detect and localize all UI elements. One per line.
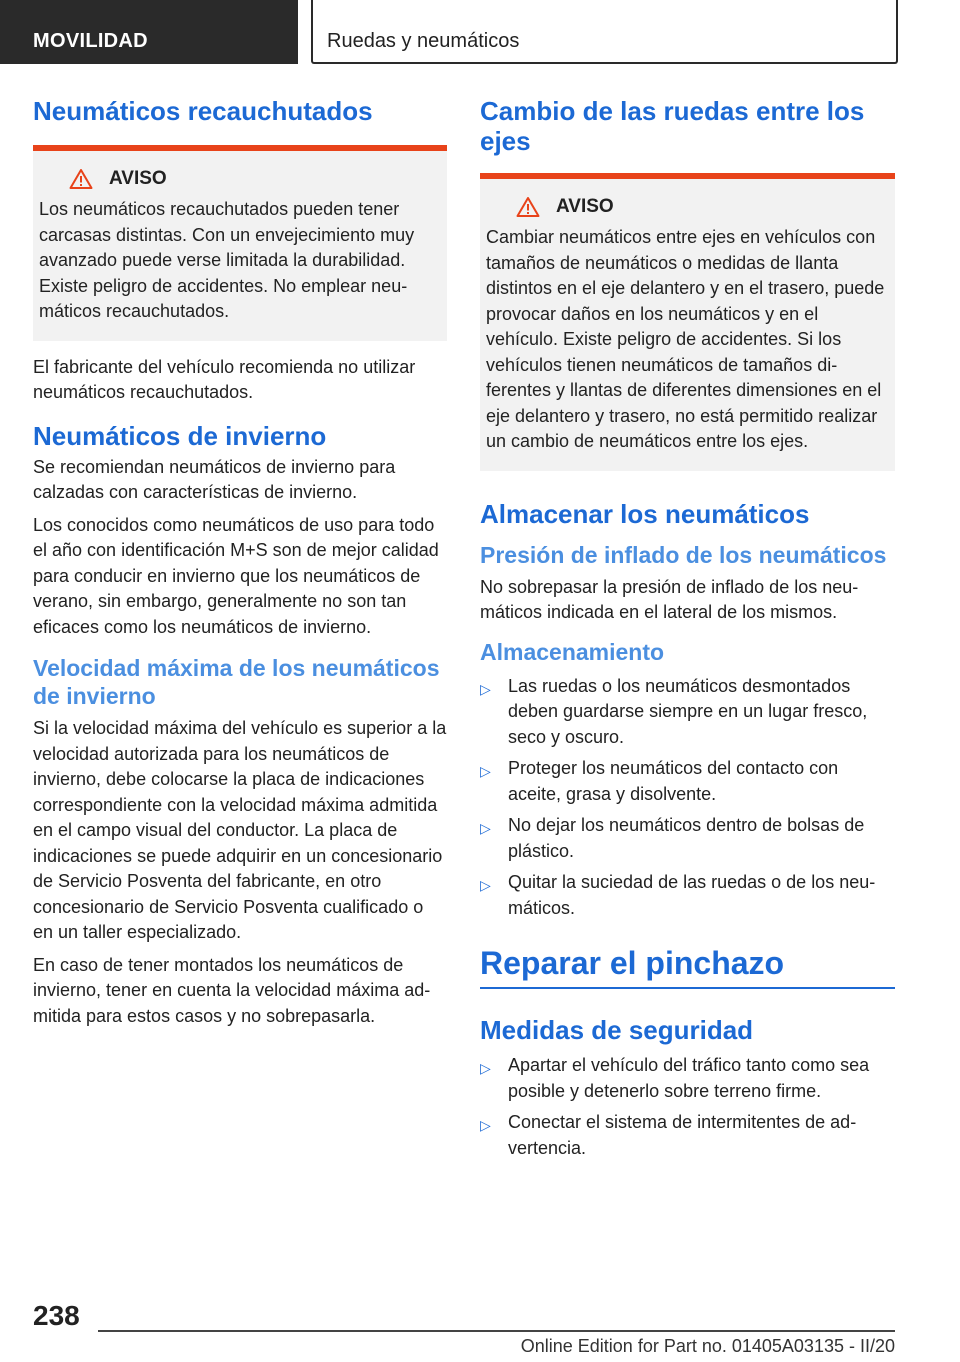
max-speed-paragraph-1: Si la velocidad máxima del vehículo es superior a la velocidad autorizada para los neumáticos de invierno, debe colocarse la placa de indicaciones correspondiente con la velocidad máxima admitida en el campo visual del conductor. La placa de indicaciones se puede adquirir en un concesionario de Servicio Posventa del fabricante, en otro concesionario de Servicio Posventa cualificado o en un taller especializado. <box>33 718 447 942</box>
winter-paragraph-2: Los conocidos como neumáticos de uso para todo el año con identificación M+S son de mejor calidad para conducir en invierno que los neumáticos de verano, sin embargo, generalmente no son tan eficaces como los neumáticos de invierno. <box>33 514 439 637</box>
list-item: ▷ Quitar la suciedad de las ruedas o de los neumáticos. <box>480 872 876 918</box>
safety-heading: Medidas de seguridad <box>480 1015 754 1045</box>
triangle-right-icon: ▷ <box>480 820 491 836</box>
footer-rule <box>98 1330 895 1332</box>
storage-list <box>480 674 895 922</box>
puncture-heading: Reparar el pinchazo <box>480 945 785 981</box>
warning-triangle-icon <box>69 168 93 190</box>
chapter-title: Ruedas y neumáticos <box>327 30 520 52</box>
winter-paragraph-1: Se recomiendan neumáticos de invierno para calzadas con características de invierno. <box>33 456 396 502</box>
page-header <box>0 0 960 66</box>
winter-heading: Neumáticos de invierno <box>33 420 327 451</box>
safety-list <box>480 1053 895 1161</box>
max-speed-heading: Velocidad máxima de los neumáticos de invierno <box>33 655 440 709</box>
warning-header <box>69 167 441 191</box>
edition-note: Online Edition for Part no. 01405A03135 - II/20 <box>520 1336 895 1356</box>
list-item: ▷ Conectar el sistema de intermitentes de advertencia. <box>480 1112 857 1158</box>
triangle-right-icon: ▷ <box>480 1117 491 1133</box>
triangle-right-icon: ▷ <box>480 763 491 779</box>
retreaded-body: El fabricante del vehículo recomienda no utilizar neumáticos recauchutados. <box>33 356 416 402</box>
retreaded-heading: Neumáticos recauchutados <box>33 96 373 126</box>
warning-text: Los neumáticos recauchutados pueden tener carcasas distintas. Con un envejecimiento muy avanzado puede verse limitada la durabilidad. Existe peligro de accidentes. No emplear neumáticos recauchutados. <box>39 199 415 321</box>
warning-header <box>516 195 889 219</box>
triangle-right-icon: ▷ <box>480 680 491 697</box>
section-title: MOVILIDAD <box>33 30 148 52</box>
storage-subheading: Almacenamiento <box>480 638 665 665</box>
right-column <box>480 96 895 1167</box>
pressure-text: No sobrepasar la presión de inflado de los neumáticos indicada en el lateral de los mismos. <box>480 576 859 622</box>
swap-heading: Cambio de las ruedas entre los ejes <box>480 96 865 156</box>
warning-label: AVISO <box>556 196 614 217</box>
list-item: ▷ Apartar el vehículo del tráfico tanto como sea posible y detenerlo sobre terreno firme. <box>480 1055 870 1101</box>
warning-label: AVISO <box>109 168 167 189</box>
warning-text: Cambiar neumáticos entre ejes en vehículos con tamaños de neumáticos o medidas de llanta distintos en el eje delantero y en el trasero, puede provocar daños en los neumáticos y en el vehículo. Existe peligro de accidentes. Si los vehículos tienen neumáticos de tamaños diferentes y llantas de diferentes dimensiones en el eje delantero y trasero, no está permitido realizar un cambio de neumáticos entre los ejes. <box>486 227 885 451</box>
list-item: ▷ No dejar los neumáticos dentro de bolsas de plástico. <box>480 815 865 861</box>
warning-triangle-icon <box>516 196 540 218</box>
retreaded-warning-box <box>33 145 447 341</box>
heading-rule <box>480 987 895 989</box>
pressure-heading: Presión de inflado de los neumáticos <box>480 541 887 568</box>
max-speed-paragraph-2: En caso de tener montados los neumáticos de invierno, tener en cuenta la velocidad máxima admitida para estos casos y no sobrepasarla. <box>33 954 431 1026</box>
triangle-right-icon: ▷ <box>480 877 491 893</box>
storage-heading: Almacenar los neumáticos <box>480 498 810 529</box>
triangle-right-icon: ▷ <box>480 1060 491 1076</box>
section-tab <box>0 0 298 64</box>
page-number: 238 <box>33 1300 80 1331</box>
list-item: ▷ Las ruedas o los neumáticos desmontados deben guardarse siempre en un lugar fresco, seco y oscuro. <box>480 675 868 747</box>
swap-warning-box <box>480 173 895 471</box>
left-column <box>33 96 447 1029</box>
list-item: ▷ Proteger los neumáticos del contacto con aceite, grasa y disolvente. <box>480 758 839 804</box>
chapter-tab <box>311 0 898 64</box>
